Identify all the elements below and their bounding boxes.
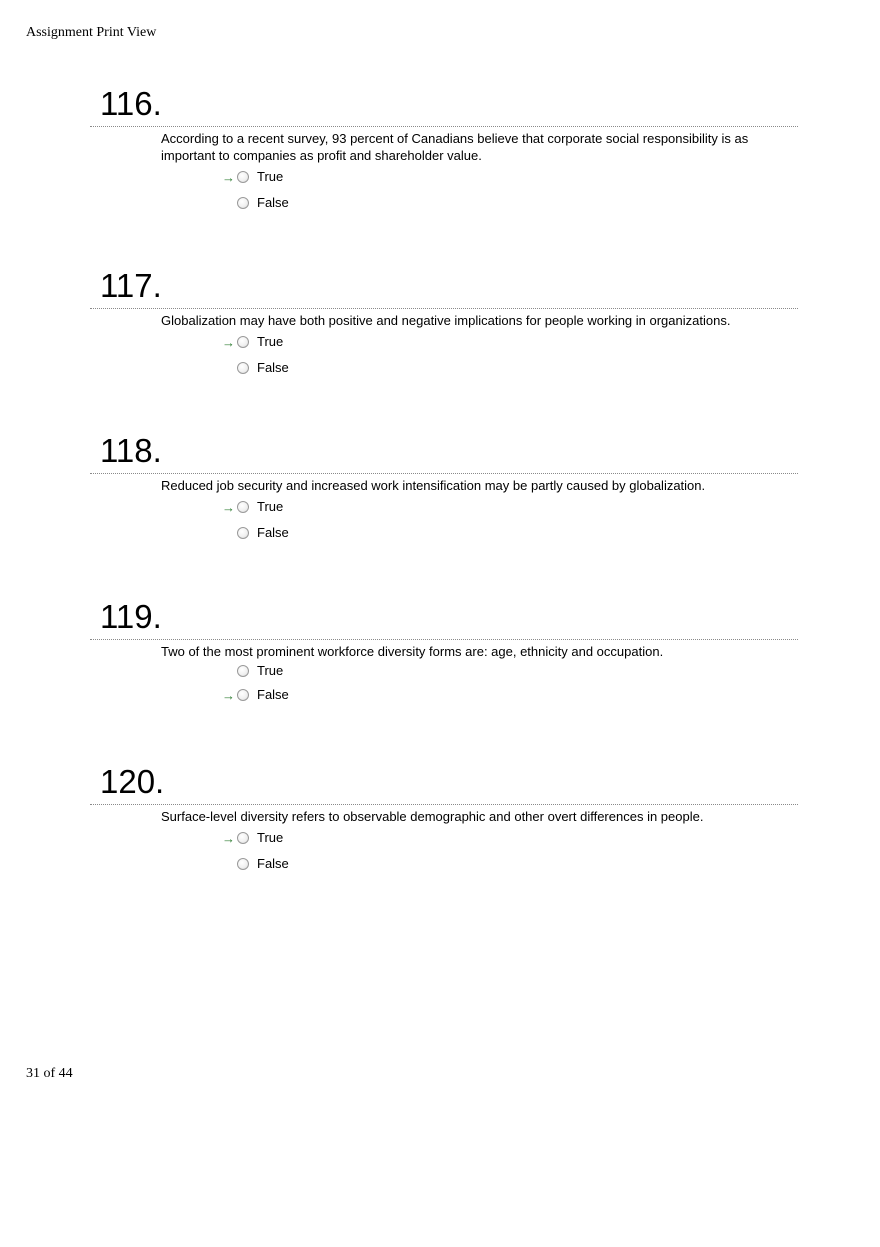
option-label: False [257,360,289,375]
question-text: Surface-level diversity refers to observable demographic and other overt differences in people. [161,809,704,824]
question-divider [90,473,798,474]
radio-button-icon[interactable] [237,689,249,701]
option-label: True [257,499,284,514]
option-label: False [257,195,289,210]
radio-button-icon[interactable] [237,527,249,539]
option-label: False [257,525,289,540]
question-divider [90,126,798,127]
question-text: Two of the most prominent workforce diversity forms are: age, ethnicity and occupation. [161,644,664,659]
radio-button-icon[interactable] [237,665,249,677]
question-number: 117. [100,267,162,304]
right-arrow-icon: → [222,831,235,846]
question-divider [90,804,798,805]
question-number: 116. [100,85,162,122]
question-divider [90,639,798,640]
question-number: 120. [100,763,165,800]
option-label: True [257,830,284,845]
right-arrow-icon: → [222,170,235,185]
radio-button-icon[interactable] [237,336,249,348]
question-117 [90,268,798,383]
radio-button-icon[interactable] [237,858,249,870]
question-number: 118. [100,432,162,469]
right-arrow-icon: → [222,335,235,350]
page-header: Assignment Print View [26,25,157,40]
question-text: Globalization may have both positive and negative implications for people working in organizations. [161,313,731,328]
question-text: Reduced job security and increased work intensification may be partly caused by globalization. [161,478,706,493]
option-label: True [257,663,284,678]
option-label: True [257,334,284,349]
option-label: False [257,687,289,702]
radio-button-icon[interactable] [237,501,249,513]
right-arrow-icon: → [222,688,235,703]
radio-button-icon[interactable] [237,362,249,374]
question-divider [90,308,798,309]
question-number: 119. [100,598,162,635]
right-arrow-icon: → [222,500,235,515]
option-label: False [257,856,289,871]
radio-button-icon[interactable] [237,197,249,209]
question-120 [90,764,798,879]
question-118 [90,433,798,548]
question-119 [90,599,798,714]
radio-button-icon[interactable] [237,832,249,844]
radio-button-icon[interactable] [237,171,249,183]
question-text: According to a recent survey, 93 percent of Canadians believe that corporate social responsibility is as important to companies as profit and shareholder value. [161,131,749,163]
page-indicator: 31 of 44 [26,1066,73,1081]
option-label: True [257,169,284,184]
question-116 [90,86,798,216]
